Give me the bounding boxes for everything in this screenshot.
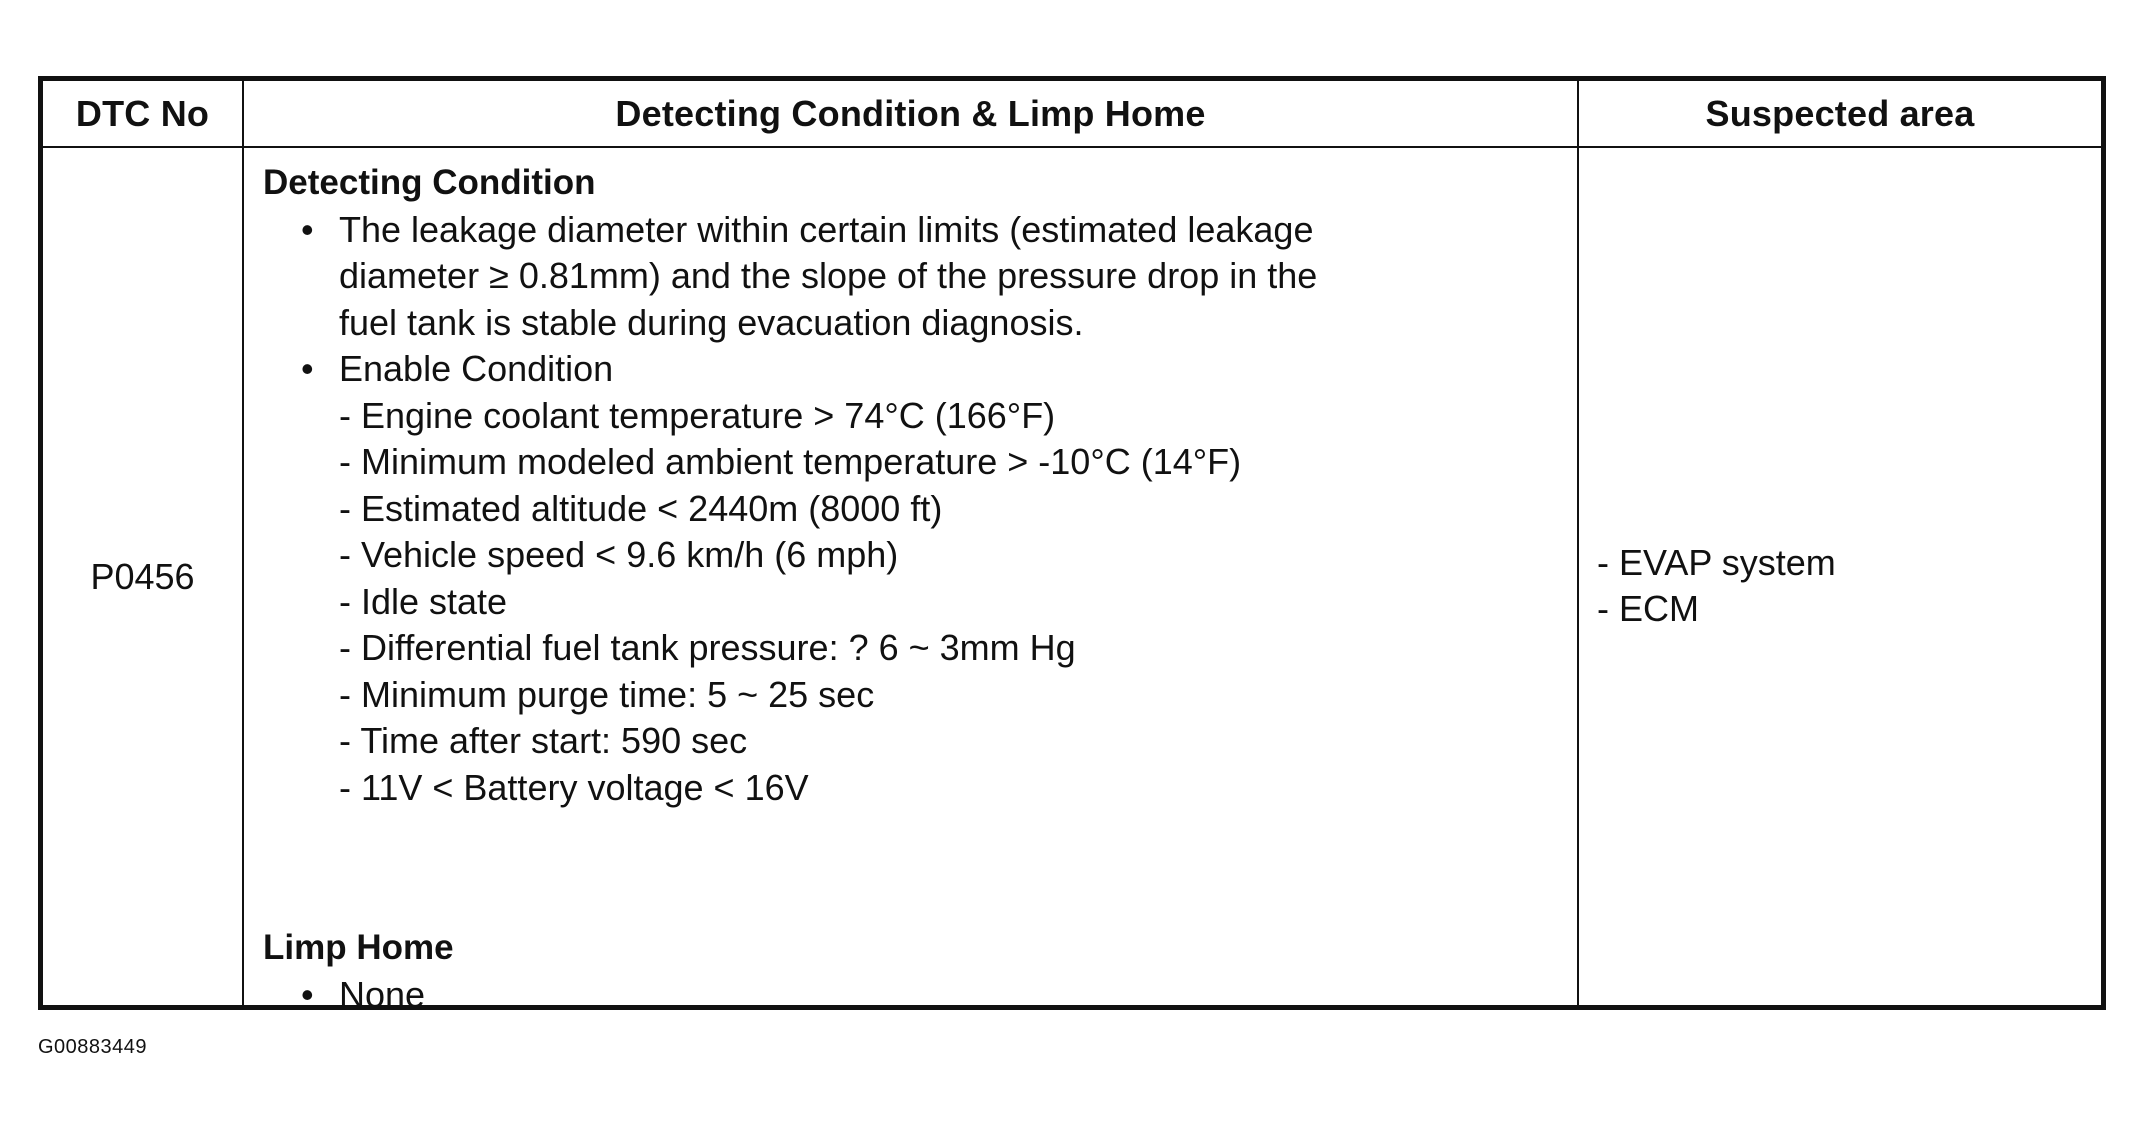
enable-condition-label: Enable Condition bbox=[339, 348, 614, 389]
dtc-table bbox=[38, 76, 2106, 1015]
detecting-condition-cell bbox=[244, 148, 1579, 1015]
enable-condition-list bbox=[263, 393, 1557, 812]
leakage-line: The leakage diameter within certain limits (estimated leakage bbox=[339, 208, 1314, 250]
header-dtc-no: DTC No bbox=[43, 81, 244, 148]
enable-condition-bullet bbox=[263, 346, 1557, 393]
suspected-area-item: - EVAP system bbox=[1597, 542, 1836, 583]
suspected-area-list bbox=[1597, 540, 1836, 632]
bullet-icon: • bbox=[301, 973, 314, 1015]
limp-home-block bbox=[263, 925, 1557, 1018]
enable-condition-item: - 11V < Battery voltage < 16V bbox=[339, 766, 809, 808]
enable-condition-item: - Time after start: 590 sec bbox=[339, 720, 748, 761]
detecting-condition-heading: Detecting Condition bbox=[263, 163, 596, 202]
header-detecting-condition: Detecting Condition & Limp Home bbox=[244, 81, 1579, 148]
leakage-line: diameter ≥ 0.81mm) and the slope of the pressure drop in the bbox=[339, 255, 1318, 296]
enable-condition-item: - Engine coolant temperature > 74°C (166°F) bbox=[339, 394, 1056, 436]
enable-condition-item: - Minimum purge time: 5 ~ 25 sec bbox=[339, 673, 875, 715]
enable-condition-item: - Vehicle speed < 9.6 km/h (6 mph) bbox=[339, 534, 899, 575]
leakage-line: fuel tank is stable during evacuation diagnosis. bbox=[339, 301, 1084, 343]
bullet-icon: • bbox=[301, 208, 314, 250]
enable-condition-item: - Minimum modeled ambient temperature > -10°C (14°F) bbox=[339, 441, 1242, 482]
detecting-condition-block bbox=[263, 160, 1557, 811]
limp-home-item: None bbox=[339, 973, 426, 1015]
limp-home-heading: Limp Home bbox=[263, 928, 454, 967]
dtc-code: P0456 bbox=[43, 148, 244, 1005]
bullet-icon: • bbox=[301, 348, 314, 389]
leakage-bullet bbox=[263, 207, 1557, 347]
suspected-area-cell bbox=[1579, 148, 2101, 1005]
enable-condition-item: - Estimated altitude < 2440m (8000 ft) bbox=[339, 487, 943, 529]
figure-id: G00883449 bbox=[38, 1036, 148, 1058]
header-suspected-area: Suspected area bbox=[1579, 81, 2101, 148]
enable-condition-item: - Idle state bbox=[339, 580, 508, 622]
suspected-area-item: - ECM bbox=[1597, 588, 1699, 629]
enable-condition-item: - Differential fuel tank pressure: ? 6 ~ 3mm Hg bbox=[339, 627, 1076, 668]
limp-home-bullet bbox=[263, 972, 1557, 1019]
